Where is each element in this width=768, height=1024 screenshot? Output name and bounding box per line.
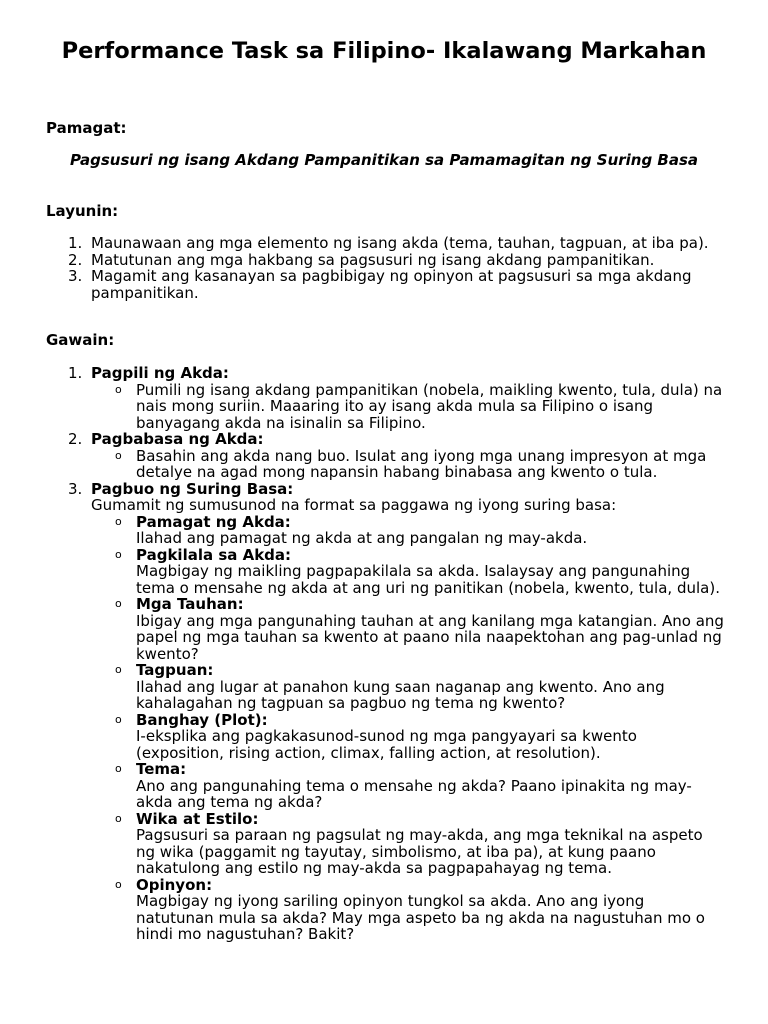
gawain-list [0, 365, 768, 943]
list-item: 1. Maunawaan ang mga elemento ng isang akda (tema, tauhan, tagpuan, at iba pa). [68, 234, 709, 252]
list-item: 3. Magamit ang kasanayan sa pagbibigay ng opinyon at pagsusuri sa mga akdang pampanitikan. [68, 267, 692, 302]
list-item: o Pagkilala sa Akda: Magbigay ng maikling pagpapakilala sa akda. Isalaysay ang pangunahing tema o mensahe ng akda at ang uri ng panitikan (nobela, kwento, tula, dula). [115, 545, 720, 597]
bullet-icon: o [115, 382, 122, 396]
layunin-list [0, 235, 768, 301]
step-title: Pagpili ng Akda: [91, 364, 229, 382]
bullet-icon: o [115, 547, 122, 561]
pamagat-text: Pagsusuri ng isang Akdang Pampanitikan sa Pamamagitan ng Suring Basa [69, 151, 699, 169]
list-item: o Opinyon: Magbigay ng iyong sariling opinyon tungkol sa akda. Ano ang iyong natutunan mula sa akda? May mga aspeto ba ng akda na nagustuhan mo o hindi mo nagustuhan? Bakit? [115, 875, 705, 943]
list-item: o Basahin ang akda nang buo. Isulat ang iyong mga unang impresyon at mga detalye na agad mong napansin habang binabasa ang kwento o tula. [115, 446, 707, 481]
bullet-icon: o [115, 448, 122, 462]
list-item: o Pamagat ng Akda: Ilahad ang pamagat ng akda at ang pangalan ng may-akda. [115, 512, 588, 547]
gawain-step: 3. Pagbuo ng Suring Basa: Gumamit ng sumusunod na format sa paggawa ng iyong suring basa: o Pamagat ng Akda: Ilahad ang pamagat ng akda at ang pangalan ng may-akda. o Pagkilala sa Akda: Magbigay ng maikling pagpapakilala sa akda. Isalaysay ang pangunahing tema o mensahe ng akda at ang uri ng panitikan (nobela, kwento, tula, dula). o Mga Tauhan: Ibigay ang mga pangunahing tauhan at ang kanilang mga katangian. Ano ang papel ng mga tauhan sa kwento at paano nila naapektohan ang pag-unlad ng kwento? o Tagpuan: Ilahad ang lugar at panahon kung saan naganap ang kwento. Ano ang kahalagahan ng tagpuan sa pagbuo ng tema ng kwento? o Banghay (Plot): I-eksplika ang pagkakasunod-sunod ng mga pangyayari sa kwento (exposition, rising action, climax, falling action, at resolution). o Tema: Ano ang pangunahing tema o mensahe ng akda? Paano ipinakita ng may-akda ang tema ng akda? o Wika at Estilo: Pagsusuri sa paraan ng pagsulat ng may-akda, ang mga teknikal na aspeto ng wika (paggamit ng tayutay, simbolismo, at iba pa), at kung paano nakatulong ang estilo ng may-akda sa pagpapahayag ng tema. o Opinyon: Magbigay ng iyong sariling opinyon tungkol sa akda. Ano ang iyong natutunan mula sa akda? May mga aspeto ba ng akda na nagustuhan mo o hindi mo nagustuhan? Bakit? [68, 479, 724, 943]
bullet-icon: o [115, 514, 122, 528]
list-item: o Tema: Ano ang pangunahing tema o mensahe ng akda? Paano ipinakita ng may-akda ang tema ng akda? [115, 760, 692, 811]
bullet-icon: o [115, 811, 122, 825]
gawain-step: 2. Pagbabasa ng Akda: o Basahin ang akda nang buo. Isulat ang iyong mga unang impresyon at mga detalye na agad mong napansin habang binabasa ang kwento o tula. [0, 431, 768, 481]
list-item: o Mga Tauhan: Ibigay ang mga pangunahing tauhan at ang kanilang mga katangian. Ano ang papel ng mga tauhan sa kwento at paano nila naapektohan ang pag-unlad ng kwento? [115, 595, 724, 663]
bullet-icon: o [115, 877, 122, 891]
list-item: 2. Matutunan ang mga hakbang sa pagsusuri ng isang akdang pampanitikan. [68, 250, 655, 269]
bullet-icon: o [115, 597, 122, 610]
bullet-icon: o [115, 663, 122, 676]
list-item: o Tagpuan: Ilahad ang lugar at panahon kung saan naganap ang kwento. Ano ang kahalagahan ng tagpuan sa pagbuo ng tema ng kwento? [115, 661, 665, 712]
step-title: Pagbuo ng Suring Basa: [91, 479, 294, 498]
gawain-label: Gawain: [46, 331, 115, 349]
list-item: o Banghay (Plot): I-eksplika ang pagkakasunod-sunod ng mga pangyayari sa kwento (exposition, rising action, climax, falling action, at resolution). [115, 710, 637, 762]
bullet-icon: o [115, 712, 122, 726]
list-item: o Pumili ng isang akdang pampanitikan (nobela, maikling kwento, tula, dula) na nais mong suriin. Maaaring ito ay isang akda mula sa Filipino o isang banyagang akda na isinalin sa Filipino. [115, 380, 723, 432]
list-item: o Wika at Estilo: Pagsusuri sa paraan ng pagsulat ng may-akda, ang mga teknikal na aspeto ng wika (paggamit ng tayutay, simbolismo, at iba pa), at kung paano nakatulong ang estilo ng may-akda sa pagpapahayag ng tema. [115, 809, 703, 877]
page-title: Performance Task sa Filipino- Ikalawang Markahan [61, 38, 707, 64]
bullet-icon: o [115, 762, 122, 775]
step-intro: Gumamit ng sumusunod na format sa paggawa ng iyong suring basa: [91, 496, 617, 514]
gawain-step: 1. Pagpili ng Akda: o Pumili ng isang akdang pampanitikan (nobela, maikling kwento, tula, dula) na nais mong suriin. Maaaring ito ay isang akda mula sa Filipino o isang banyagang akda na isinalin sa Filipino. [68, 364, 723, 432]
step-title: Pagbabasa ng Akda: [91, 430, 264, 448]
layunin-label: Layunin: [46, 202, 119, 220]
pamagat-label: Pamagat: [46, 119, 127, 137]
